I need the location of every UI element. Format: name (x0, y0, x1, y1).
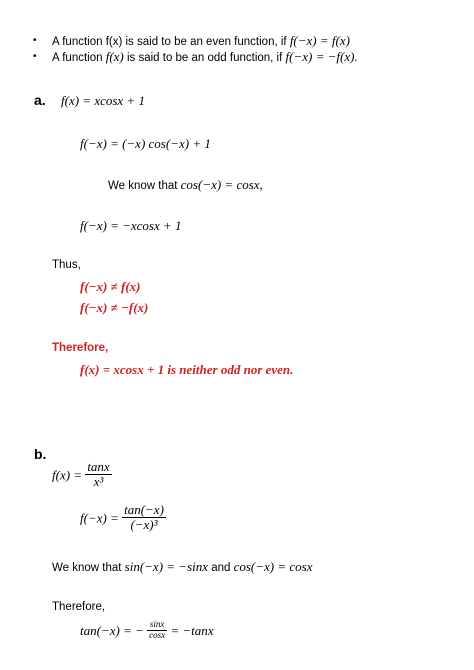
bullet-mark: • (33, 51, 37, 62)
part-a-know-math: cos(−x) = cosx, (180, 177, 263, 192)
part-b-tan-identity (80, 620, 214, 641)
odd-definition-math-a: f(x) (105, 49, 124, 64)
part-b-fx-numerator: tanx (87, 459, 110, 474)
part-a-known-identity (108, 177, 263, 193)
part-b-fx (52, 460, 112, 490)
part-b-tan-fraction (147, 620, 167, 641)
even-definition-text: A function f(x) is said to be an even function, if (52, 36, 290, 48)
part-a-step1: f(−x) = (−x) cos(−x) + 1 (80, 136, 211, 151)
part-a-step2: f(−x) = −xcosx + 1 (80, 218, 182, 233)
part-b-fneg (80, 503, 166, 533)
part-a-therefore: Therefore, (52, 342, 109, 354)
part-a-thus: Thus, (52, 259, 81, 271)
part-b-fneg-lhs: f(−x) = (80, 510, 119, 526)
part-b-label: b. (34, 446, 47, 462)
part-b-tan-denominator: cosx (149, 629, 166, 640)
part-b-tan-lhs: tan(−x) = − (80, 622, 144, 638)
part-b-fneg-denominator: (−x)³ (130, 517, 158, 533)
part-b-tan-numerator: sinx (147, 620, 167, 631)
part-b-know-text: We know that (52, 562, 125, 574)
part-a-inequality-2: f(−x) ≠ −f(x) (80, 300, 149, 315)
part-b-fx-denominator: x³ (93, 474, 104, 490)
part-a-inequality-1: f(−x) ≠ f(x) (80, 279, 141, 294)
part-b-tan-rhs: = −tanx (170, 622, 214, 638)
part-a-label: a. (34, 92, 46, 108)
part-b-known-identities (52, 559, 313, 575)
part-b-cos-identity: cos(−x) = cosx (233, 559, 313, 574)
odd-definition-math-b: f(−x) = −f(x). (285, 49, 358, 64)
odd-definition-text-a: A function (52, 52, 106, 64)
odd-definition-text-b: is said to be an odd function, if (123, 52, 286, 64)
odd-definition (52, 49, 358, 65)
part-b-fx-lhs: f(x) = (52, 467, 83, 483)
part-b-fx-fraction (85, 460, 111, 490)
part-a-know-text: We know that (108, 180, 181, 192)
part-b-fneg-numerator: tan(−x) (124, 502, 164, 517)
bullet-mark: • (33, 35, 37, 46)
part-b-sin-identity: sin(−x) = −sinx (124, 559, 209, 574)
part-a-given: f(x) = xcosx + 1 (61, 93, 145, 108)
part-a-conclusion: f(x) = xcosx + 1 is neither odd nor even. (80, 362, 294, 377)
even-definition-math: f(−x) = f(x) (289, 33, 350, 48)
even-definition (52, 33, 350, 49)
part-b-and: and (208, 562, 234, 574)
part-b-fneg-fraction (122, 503, 166, 533)
part-b-therefore: Therefore, (52, 601, 106, 613)
